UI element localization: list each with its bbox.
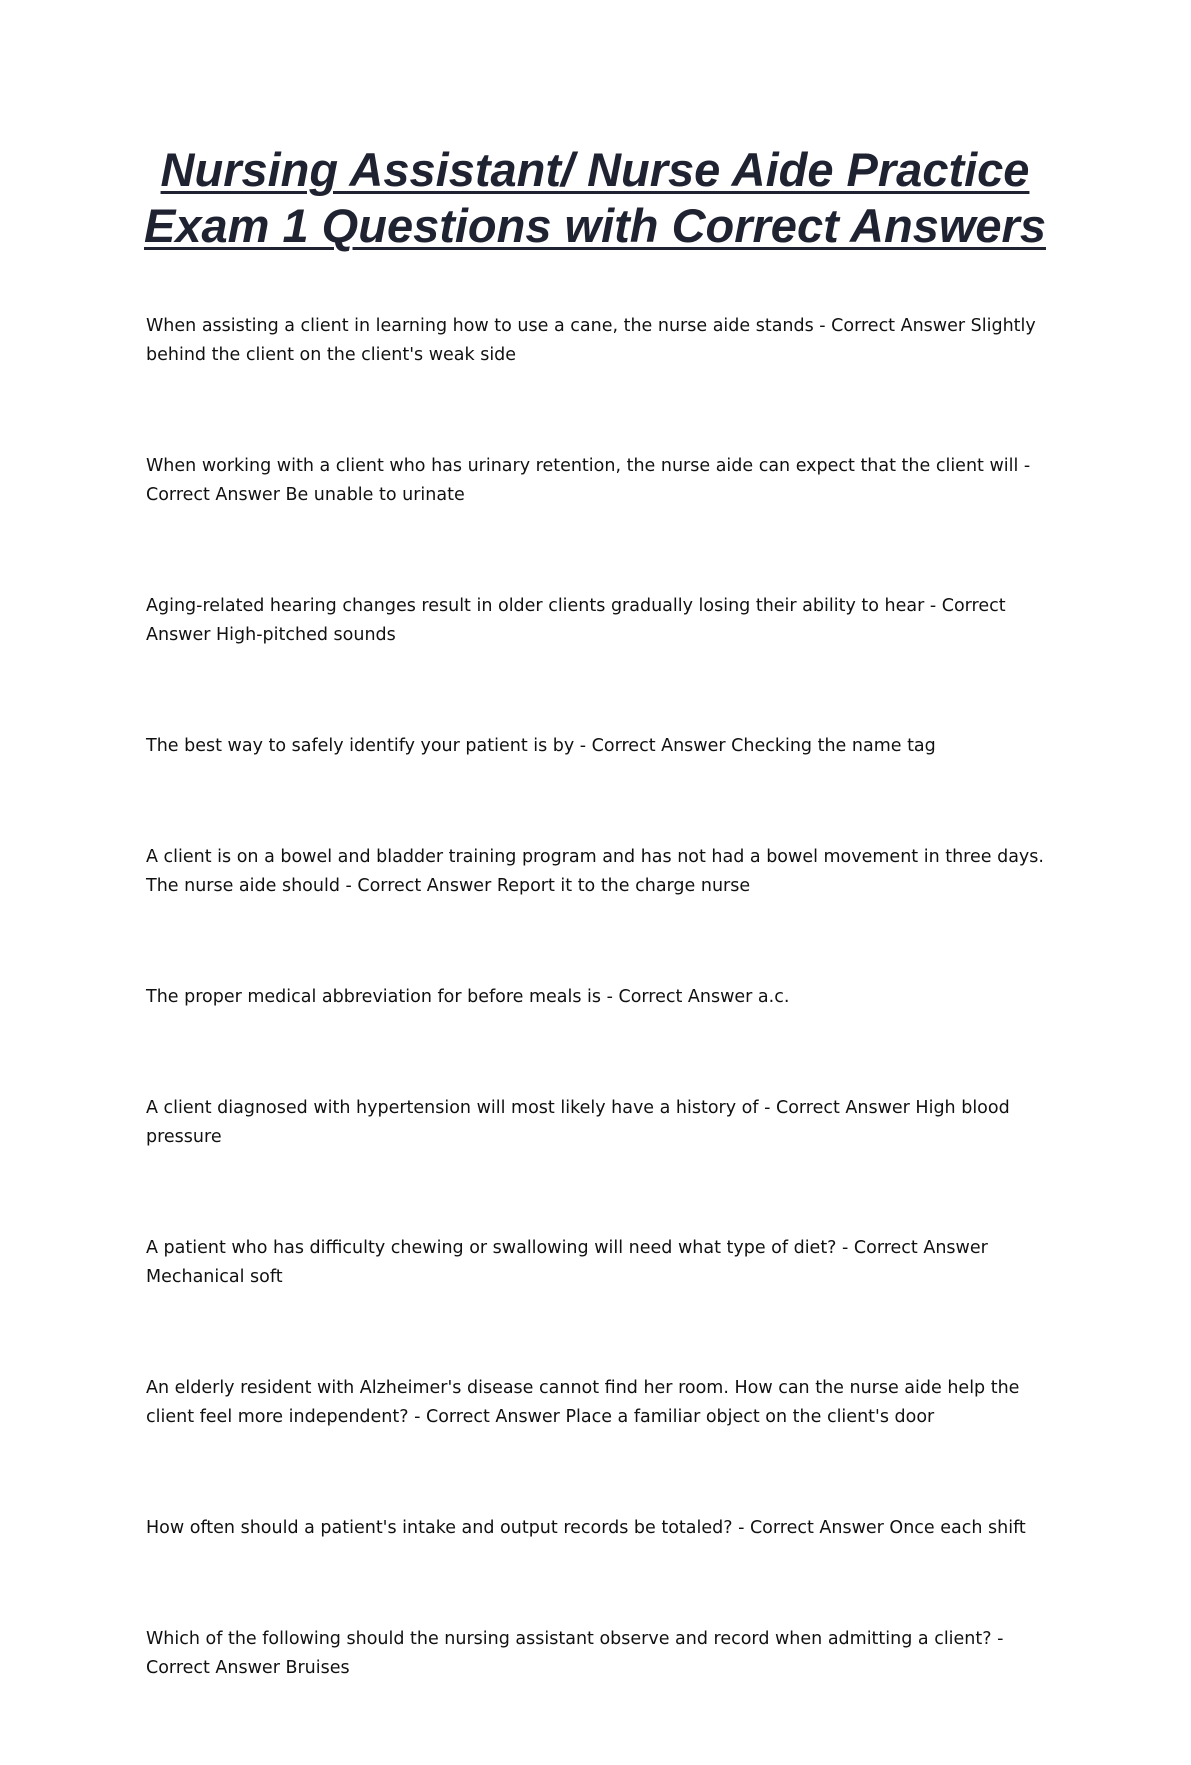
qa-item-8: A patient who has difficulty chewing or swallowing will need what type of diet? - Correct Answer Mechanical soft	[146, 1238, 988, 1287]
qa-item-11: Which of the following should the nursing assistant observe and record when admitting a client? - Correct Answer Bruises	[146, 1629, 1004, 1678]
qa-item-6: The proper medical abbreviation for before meals is - Correct Answer a.c.	[146, 987, 790, 1007]
qa-item-10: How often should a patient's intake and output records be totaled? - Correct Answer Once each shift	[146, 1518, 1026, 1538]
qa-item-7: A client diagnosed with hypertension will most likely have a history of - Correct Answer High blood pressure	[146, 1098, 1010, 1147]
qa-item-5: A client is on a bowel and bladder training program and has not had a bowel movement in three days. The nurse aide should - Correct Answer Report it to the charge nurse	[146, 847, 1044, 896]
qa-item-3: Aging-related hearing changes result in older clients gradually losing their ability to hear - Correct Answer High-pitched sounds	[146, 596, 1006, 645]
qa-item-4: The best way to safely identify your patient is by - Correct Answer Checking the name tag	[146, 736, 936, 756]
qa-item-9: An elderly resident with Alzheimer's disease cannot find her room. How can the nurse aide help the client feel more independent? - Correct Answer Place a familiar object on the client's door	[146, 1378, 1020, 1427]
question-answer-list	[146, 312, 1066, 1765]
qa-item-1: When assisting a client in learning how to use a cane, the nurse aide stands - Correct Answer Slightly behind the client on the client's weak side	[146, 316, 1036, 365]
document-title: Nursing Assistant/ Nurse Aide Practice Exam 1 Questions with Correct Answers	[144, 143, 1046, 252]
qa-item-2: When working with a client who has urinary retention, the nurse aide can expect that the client will - Correct Answer Be unable to urinate	[146, 456, 1031, 505]
